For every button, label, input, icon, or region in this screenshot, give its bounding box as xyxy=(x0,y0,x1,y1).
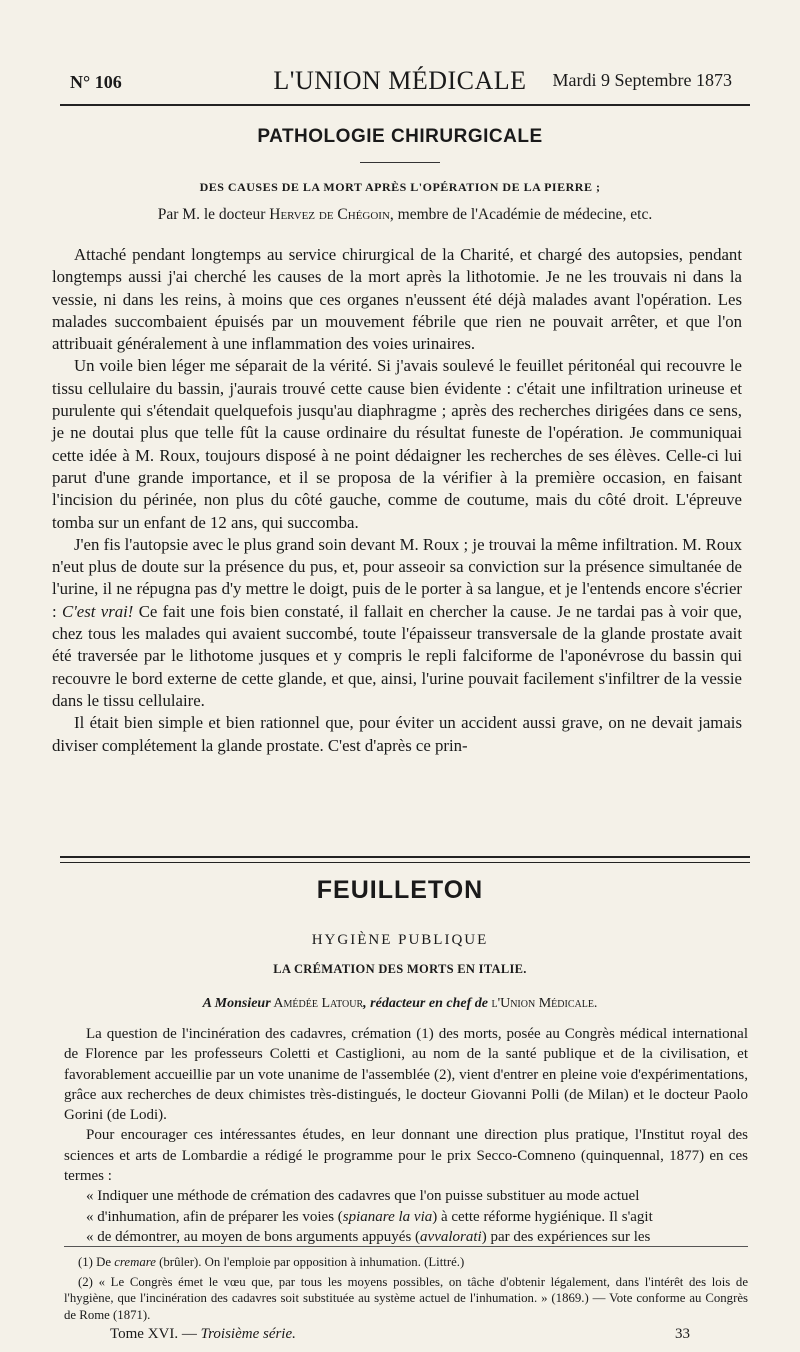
paragraph: La question de l'incinération des cadavres, crémation (1) des morts, posée au Congrès médical international de Florence par les professeurs Coletti et Castiglioni, au nom de la santé publique et de la civilisation, et favorablement accueillie par un vote unanime de l'assemblée (2), vient d'entrer en pleine voie d'expérimentations, grâce aux recherches de deux chimistes très-distingués, le docteur Giovanni Polli (de Milan) et le docteur Paolo Gorini (de Lodi). xyxy=(64,1026,748,1124)
footnote-rule xyxy=(64,1246,748,1247)
dedication-text: , rédacteur en chef de xyxy=(363,996,488,1011)
italic-run: C'est vrai! xyxy=(62,601,134,621)
feuilleton-title: FEUILLETON xyxy=(316,876,484,904)
dedication-text: A Monsieur xyxy=(202,996,271,1011)
text-run: (brûler). On l'emploie par opposition à inhumation. (Littré.) xyxy=(155,1255,465,1269)
article-author xyxy=(60,206,750,224)
author-prefix: Par M. le docteur xyxy=(157,206,270,223)
issue-number: N° 106 xyxy=(70,72,122,92)
italic-run: spianare la via xyxy=(342,1208,433,1225)
text-run: (1) De xyxy=(78,1255,115,1269)
author-name: Hervez de Chégoin xyxy=(269,206,390,223)
section-title: PATHOLOGIE CHIRURGICALE xyxy=(257,126,543,147)
feuilleton-rule xyxy=(60,856,750,863)
serie-text: Troisième série. xyxy=(200,1326,296,1342)
feuilleton-body xyxy=(64,1024,748,1247)
dedication-journal: l'Union Médicale. xyxy=(487,996,598,1011)
text-run: « d'inhumation, afin de préparer les voies ( xyxy=(86,1208,343,1225)
issue-date: Mardi 9 Septembre 1873 xyxy=(552,70,732,90)
article-title: DES CAUSES DE LA MORT APRÈS L'OPÉRATION DE LA PIERRE ; xyxy=(199,180,601,194)
paragraph xyxy=(52,534,742,712)
footnote xyxy=(64,1254,748,1271)
text-run: J'en fis l'autopsie avec le plus grand soin devant M. Roux ; je trouvai la même infiltration. M. Roux n'eut plus de doute sur la présence du pus, et, pour asseoir sa conviction sur la présence simultanée de l'urine, il ne répugna pas d'y mettre le doigt, puis de le porter à sa langue, et je l'entends encore s'écrier : xyxy=(52,534,742,621)
quote-line xyxy=(64,1227,748,1247)
paragraph: Pour encourager ces intéressantes études, en leur donnant une direction plus pratique, l'Institut royal des sciences et arts de Lombardie a rédigé le programme pour le prix Secco-Comneno (quinquennal, 1877) en ces termes : xyxy=(64,1127,748,1185)
text-run: « de démontrer, au moyen de bons arguments appuyés ( xyxy=(86,1228,421,1245)
dedication xyxy=(0,996,800,1012)
page-number: 33 xyxy=(675,1326,690,1342)
footnote: (2) « Le Congrès émet le vœu que, par tous les moyens possibles, on tâche d'obtenir légalement, dans l'intérêt des lois de l'hygiène, que l'incinération des cadavres soit substituée au système actuel de l'inhumation. » (1869.) — Vote conforme au Congrès de Rome (1871). xyxy=(64,1274,748,1322)
section-divider xyxy=(360,162,440,163)
quote-line xyxy=(64,1207,748,1227)
dedication-name: Amédée Latour xyxy=(270,996,364,1011)
tome-label xyxy=(110,1326,296,1343)
feuilleton-subtitle: HYGIÈNE PUBLIQUE xyxy=(311,932,489,948)
tome-text: Tome XVI. — xyxy=(110,1326,201,1342)
paragraph: Un voile bien léger me séparait de la vérité. Si j'avais soulevé le feuillet péritonéal qui recouvre le tissu cellulaire du bassin, j'aurais trouvé cette cause bien évidente : c'était une infiltration urineuse et purulente qui s'étendait quelquefois jusqu'au diaphragme ; après des recherches dirigées dans ce sens, je ne doutai plus que telle fût la cause ordinaire du résultat funeste de l'opération. Je communiquai cette idée à M. Roux, toujours disposé à ne point dédaigner les recherches de ses élèves. Celle-ci lui parut d'une grande importance, et il se proposa de la vérifier à la première occasion, en faisant l'incision du périnée, non plus du côté gauche, comme de coutume, mais du côté droit. L'épreuve tomba sur un enfant de 12 ans, qui succomba. xyxy=(52,356,742,532)
quote-line: « Indiquer une méthode de crémation des cadavres que l'on puisse substituer au mode actuel xyxy=(86,1188,640,1205)
article-body xyxy=(52,244,742,757)
text-run: Ce fait une fois bien constaté, il fallait en chercher la cause. Je ne tardai pas à voir que, chez tous les malades qui avaient succombé, toute l'épaisseur transversale de la glande prostate avait été traversée par le lithotome jusques et y compris le repli falciforme de l'aponévrose du bassin qui recouvre le bord externe de cette glande, et que, ainsi, l'urine pouvait facilement s'infiltrer de la vessie dans le tissu cellulaire. xyxy=(52,601,742,710)
feuilleton-article-title: LA CRÉMATION DES MORTS EN ITALIE. xyxy=(273,962,527,976)
text-run: ) à cette réforme hygiénique. Il s'agit xyxy=(432,1208,653,1225)
paragraph: Il était bien simple et bien rationnel que, pour éviter un accident aussi grave, on ne devait jamais diviser complétement la glande prostate. C'est d'après ce prin- xyxy=(52,713,742,755)
header-rule xyxy=(60,104,750,106)
journal-title: L'UNION MÉDICALE xyxy=(273,66,527,95)
footnotes xyxy=(64,1254,748,1326)
text-run: ) par des expériences sur les xyxy=(481,1228,651,1245)
italic-run: avvalorati xyxy=(420,1228,482,1245)
author-suffix: , membre de l'Académie de médecine, etc. xyxy=(389,206,653,223)
page-header xyxy=(68,66,732,100)
italic-run: cremare xyxy=(114,1255,156,1269)
paragraph: Attaché pendant longtemps au service chirurgical de la Charité, et chargé des autopsies, pendant longtemps aussi j'ai cherché les causes de la mort après la lithotomie. Je ne les trouvais ni dans la vessie, ni dans les reins, à moins que ces organes n'eussent été déjà malades avant l'opération. Les malades succombaient épuisés par un mouvement fébrile que rien ne pouvait arrêter, et que l'on attribuait généralement à une inflammation des voies urinaires. xyxy=(52,245,742,354)
